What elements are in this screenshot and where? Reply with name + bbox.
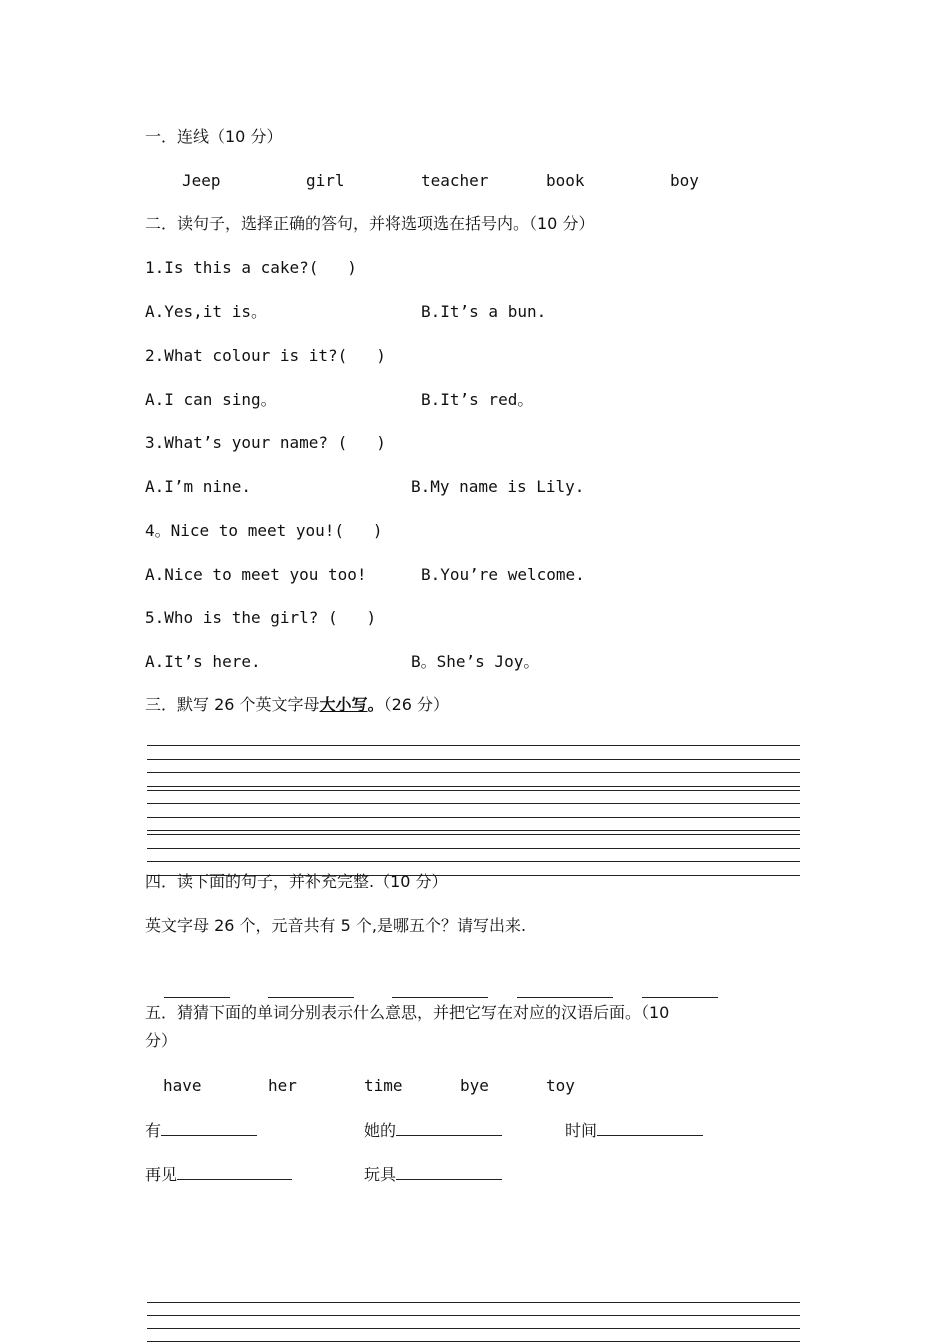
question-3: 3.What’s your name? ( ): [145, 433, 386, 452]
word-toy: toy: [546, 1076, 575, 1095]
item-shijian-blank[interactable]: [597, 1119, 703, 1136]
vowel-blanks: [145, 962, 718, 1002]
word-jeep: Jeep: [182, 171, 221, 190]
question-2: 2.What colour is it?( ): [145, 346, 386, 365]
question-2-option-b: B.It’s red。: [421, 390, 534, 409]
item-shijian-label: 时间: [565, 1121, 598, 1140]
question-1: 1.Is this a cake?( ): [145, 258, 357, 277]
vowel-blank-1[interactable]: [164, 981, 230, 998]
writing-line: [147, 1328, 800, 1329]
writing-line: [147, 861, 800, 862]
vowel-blank-5[interactable]: [642, 981, 718, 998]
section3-title-post: （26 分）: [383, 695, 450, 714]
question-3-option-a: A.I’m nine.: [145, 477, 251, 496]
item-zaijian-blank[interactable]: [177, 1163, 292, 1180]
writing-line: [147, 1302, 800, 1303]
word-time: time: [364, 1076, 403, 1095]
item-you: [145, 1118, 257, 1141]
vowel-blank-2[interactable]: [268, 981, 354, 998]
writing-line: [147, 745, 800, 746]
section3-title-emphasis: 大小写: [319, 695, 368, 714]
writing-line: [147, 803, 800, 804]
section1-title: 一．连线（10 分）: [145, 127, 283, 146]
question-4-option-b: B.You’re welcome.: [421, 565, 585, 584]
question-5-option-b: B。She’s Joy。: [411, 652, 540, 671]
section2-title: 二．读句子，选择正确的答句，并将选项选在括号内。（10 分）: [145, 214, 595, 233]
item-shijian: [565, 1118, 703, 1141]
vowel-blank-4[interactable]: [517, 981, 613, 998]
item-wanju: [364, 1162, 502, 1185]
writing-line: [147, 817, 800, 818]
question-4-option-a: A.Nice to meet you too!: [145, 565, 367, 584]
word-teacher: teacher: [421, 171, 489, 190]
writing-line: [147, 786, 800, 787]
section3-title-pre: 三．默写 26 个英文字母: [145, 695, 320, 714]
item-tade-label: 她的: [364, 1121, 397, 1140]
question-3-option-b: B.My name is Lily.: [411, 477, 585, 496]
section5-title-line1: 五．猜猜下面的单词分别表示什么意思，并把它写在对应的汉语后面。（10: [145, 1003, 670, 1022]
writing-line: [147, 830, 800, 831]
item-wanju-blank[interactable]: [396, 1163, 502, 1180]
word-girl: girl: [306, 171, 345, 190]
word-bye: bye: [460, 1076, 489, 1095]
word-boy: boy: [670, 171, 699, 190]
item-tade-blank[interactable]: [396, 1119, 502, 1136]
writing-line: [147, 790, 800, 791]
section3-title-dot: 。: [367, 695, 384, 714]
item-wanju-label: 玩具: [364, 1165, 397, 1184]
section3-title: [145, 695, 449, 715]
item-tade: [364, 1118, 502, 1141]
section4-prompt: 英文字母 26 个，元音共有 5 个,是哪五个？请写出来.: [145, 916, 527, 935]
writing-line: [147, 1315, 800, 1316]
section5-title-line2: 分）: [145, 1031, 178, 1050]
question-5: 5.Who is the girl? ( ): [145, 608, 377, 627]
question-4: 4。Nice to meet you!( ): [145, 521, 383, 540]
word-have: have: [163, 1076, 202, 1095]
writing-line: [147, 848, 800, 849]
writing-line: [147, 772, 800, 773]
word-her: her: [268, 1076, 297, 1095]
question-2-option-a: A.I can sing。: [145, 390, 277, 409]
word-book: book: [546, 171, 585, 190]
question-1-option-a: A.Yes,it is。: [145, 302, 267, 321]
writing-line: [147, 1341, 800, 1342]
section4-title: 四．读下面的句子，并补充完整.（10 分）: [145, 872, 448, 891]
item-zaijian-label: 再见: [145, 1165, 178, 1184]
item-you-blank[interactable]: [161, 1119, 257, 1136]
vowel-blank-3[interactable]: [392, 981, 488, 998]
writing-line: [147, 759, 800, 760]
question-1-option-b: B.It’s a bun.: [421, 302, 547, 321]
item-zaijian: [145, 1162, 292, 1185]
question-5-option-a: A.It’s here.: [145, 652, 261, 671]
item-you-label: 有: [145, 1121, 162, 1140]
writing-line: [147, 834, 800, 835]
